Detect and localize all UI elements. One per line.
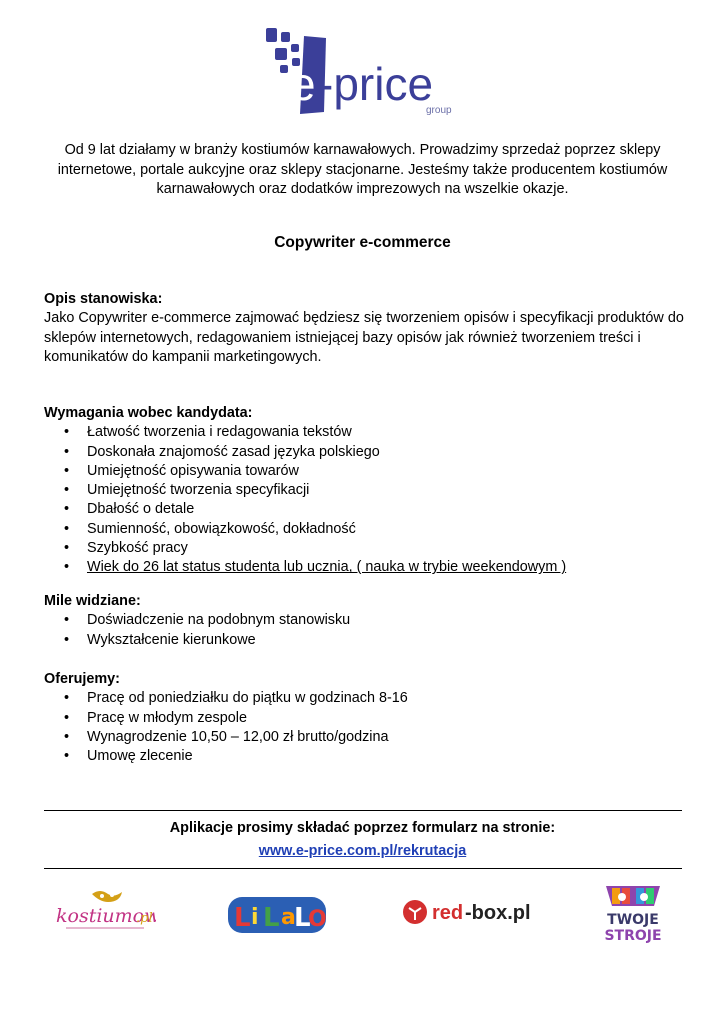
list-item: • Umiejętność tworzenia specyfikacji [44,481,689,500]
list-item: • Umowę zlecenie [44,747,689,766]
list-item: • Szybkość pracy [44,539,689,558]
lilalo-letter: i [251,905,259,930]
job-description-heading: Opis stanowiska: [44,291,163,307]
divider-bottom [44,868,682,869]
red-box-red: red [432,902,464,924]
recruitment-link[interactable]: www.e-price.com.pl/rekrutacja [258,843,467,859]
kostiumowo-name: kostiumo [56,905,145,927]
requirements-section [44,404,689,578]
divider-top [44,810,682,811]
mask-icon [92,891,122,902]
lilalo-letter: L [234,903,251,933]
company-intro: Od 9 lat działamy w branży kostiumów karnawałowych. Prowadzimy sprzedaż poprzez sklepy internetowe, portale aukcyjne oraz sklepy stacjonarne. Jesteśmy także producentem kostiumów karnawałowych oraz dodatków imprezowych na wszelkie okazje. [57,142,668,197]
kostiumowo-logo [52,888,156,936]
kostiumowo-logo-graphic [52,888,156,936]
list-item: • Sumienność, obowiązkowość, dokładność [44,520,689,539]
job-description-section [44,290,689,367]
e-price-logo-graphic [262,24,462,120]
list-item: • Umiejętność opisywania towarów [44,462,689,481]
nice-to-have-list [44,611,689,650]
lilalo-letter: L [263,903,280,933]
job-title: Copywriter e-commerce [274,234,451,251]
e-price-logo [262,24,462,120]
offer-list [44,689,689,766]
twoje-text: TWOJE [607,912,659,928]
logo-square [281,32,290,42]
list-item: • Doskonała znajomość zasad języka polskiego [44,443,689,462]
logo-square [280,65,288,73]
lilalo-logo [226,893,330,937]
underlined-requirement: Wiek do 26 lat status studenta lub ucznia, ( nauka w trybie weekendowym ) [87,559,567,576]
logo-wordmark-rest: -price [318,58,434,110]
offer-heading: Oferujemy: [44,671,120,687]
list-item: • Pracę w młodym zespole [44,709,689,728]
logo-subtitle: group [426,105,452,116]
apply-label: Aplikacje prosimy składać poprzez formularz na stronie: [169,820,556,836]
list-item: • Łatwość tworzenia i redagowania tekstów [44,423,689,442]
list-item [44,558,689,577]
offer-section [44,670,689,766]
logo-wordmark-e: e [290,58,316,110]
list-item: • Wykształcenie kierunkowe [44,631,689,650]
red-box-rest: -box.pl [465,902,531,924]
lilalo-letter: a [281,905,296,930]
list-item: • Dbałość o detale [44,500,689,519]
list-item: • Pracę od poniedziałku do piątku w godzinach 8-16 [44,689,689,708]
nice-to-have-heading: Mile widziane: [44,593,141,609]
logo-square [291,44,299,52]
list-item: • Doświadczenie na podobnym stanowisku [44,611,689,630]
requirements-heading: Wymagania wobec kandydata: [44,405,253,421]
red-box-logo [400,894,532,928]
requirements-list [44,423,689,577]
nice-to-have-section [44,592,689,650]
lilalo-letter: L [294,903,311,933]
logo-square [266,28,277,42]
kostiumowo-suffix: .pl [136,911,153,926]
red-box-logo-graphic [400,894,532,928]
stroje-text: STROJE [604,928,662,944]
twoje-stroje-logo [598,880,668,944]
job-description-text: Jako Copywriter e-commerce zajmować będziesz się tworzeniem opisów i specyfikacji produktów do sklepów internetowych, redagowaniem istniejącej bazy opisów jak również tworzeniem treści i komunikatów do kampanii marketingowych. [44,310,684,365]
lilalo-letter: O [308,907,327,932]
lilalo-logo-graphic [226,893,330,937]
logo-square [275,48,287,60]
list-item: • Wynagrodzenie 10,50 – 12,00 zł brutto/godzina [44,728,689,747]
twoje-stroje-logo-graphic [598,880,668,944]
